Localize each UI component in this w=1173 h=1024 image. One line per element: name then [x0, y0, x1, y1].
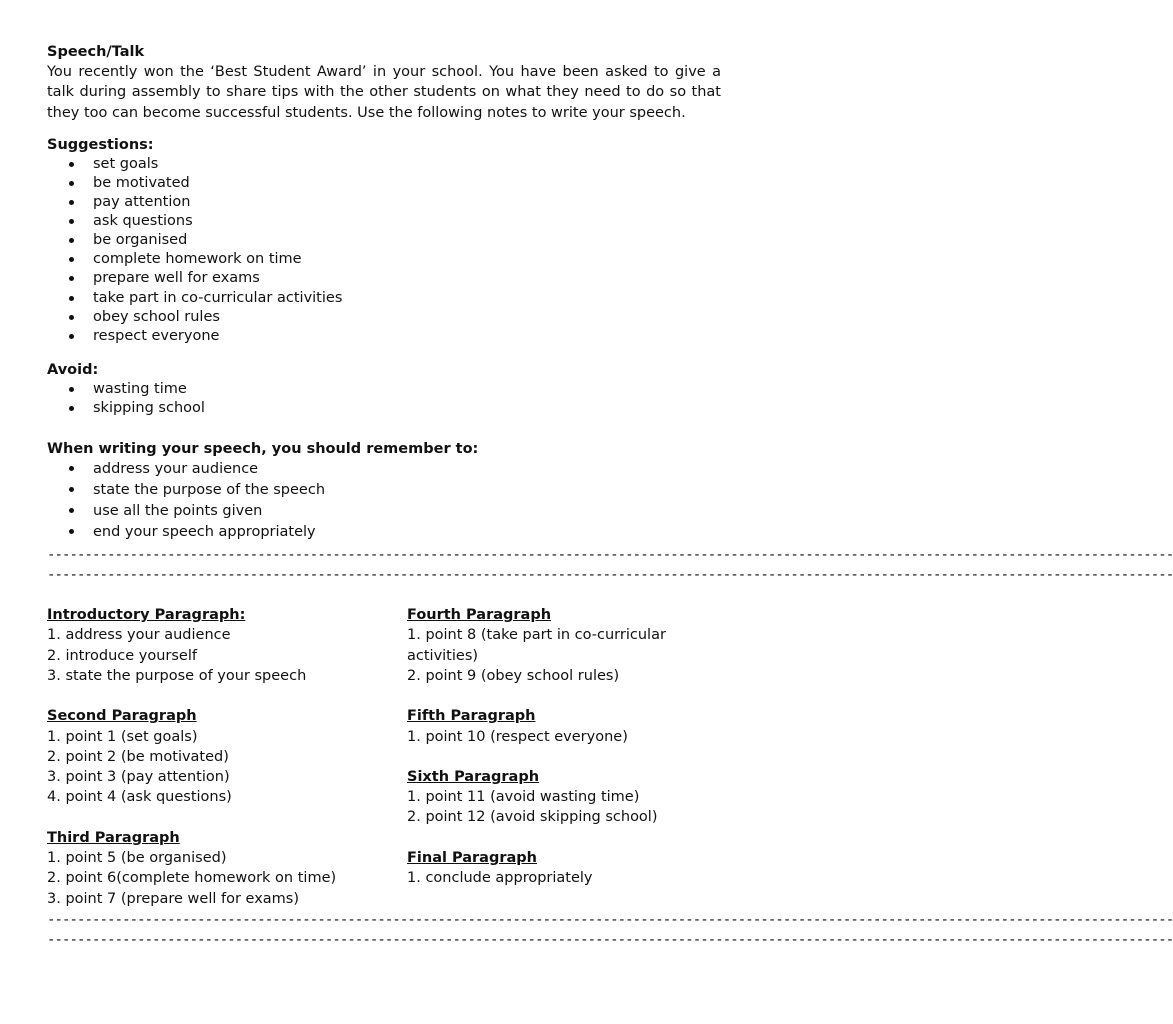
list-item: use all the points given	[67, 501, 721, 522]
bullet-icon	[69, 466, 74, 471]
dashed-divider: ------------------------------------------------------------------------------------------------------------------------------------------------------	[47, 931, 1173, 948]
paragraph-line: 2. point 12 (avoid skipping school)	[407, 809, 658, 826]
bullet-icon	[69, 200, 74, 205]
paragraph-block	[47, 828, 407, 909]
paragraph-line: 2. point 6(complete homework on time)	[47, 870, 337, 887]
paragraph-block	[407, 605, 721, 686]
paragraph-title: Introductory Paragraph:	[47, 607, 246, 624]
bullet-icon	[69, 162, 74, 167]
document-title: Speech/Talk	[47, 44, 145, 60]
paragraph-title: Second Paragraph	[47, 708, 197, 725]
bullet-icon	[69, 257, 74, 262]
list-item: end your speech appropriately	[67, 522, 721, 543]
paragraph-block	[47, 605, 407, 686]
paragraph-line: 3. state the purpose of your speech	[47, 667, 307, 684]
paragraph-line: 1. point 8 (take part in co-curricular	[407, 627, 666, 644]
bullet-icon	[69, 508, 74, 513]
paragraph-plan-left-column	[47, 605, 407, 909]
paragraph-block	[407, 848, 721, 889]
bullet-icon	[69, 387, 74, 392]
paragraph-line: activities)	[407, 647, 479, 664]
paragraph-block	[47, 706, 407, 807]
bullet-icon	[69, 181, 74, 186]
paragraph-title: Fifth Paragraph	[407, 708, 536, 725]
bullet-icon	[69, 529, 74, 534]
list-item: wasting time	[67, 380, 721, 399]
paragraph-line: 3. point 7 (prepare well for exams)	[47, 890, 300, 907]
paragraph-line: 2. point 2 (be motivated)	[47, 748, 229, 765]
list-item: take part in co-curricular activities	[67, 289, 721, 308]
bullet-icon	[69, 238, 74, 243]
bullet-icon	[69, 296, 74, 301]
bullet-icon	[69, 334, 74, 339]
list-item: address your audience	[67, 459, 721, 480]
paragraph-line: 1. point 11 (avoid wasting time)	[407, 789, 640, 806]
paragraph-title: Final Paragraph	[407, 849, 537, 866]
bullet-icon	[69, 406, 74, 411]
list-item: state the purpose of the speech	[67, 480, 721, 501]
paragraph-line: 1. point 10 (respect everyone)	[407, 728, 628, 745]
dashed-divider: ------------------------------------------------------------------------------------------------------------------------------------------------------	[47, 911, 1173, 928]
paragraph-line: 1. point 5 (be organised)	[47, 849, 227, 866]
list-item: ask questions	[67, 212, 721, 231]
paragraph-line: 1. address your audience	[47, 627, 231, 644]
paragraph-title: Third Paragraph	[47, 829, 180, 846]
paragraph-line: 1. point 1 (set goals)	[47, 728, 198, 745]
list-item: prepare well for exams	[67, 269, 721, 288]
suggestions-list	[47, 155, 721, 346]
task-description: You recently won the ‘Best Student Award’ in your school. You have been asked to give a talk during assembly to share tips with the other students on what they need to do so that they too can become successful students. Use the following notes to write your speech.	[47, 64, 721, 121]
avoid-heading: Avoid:	[47, 361, 99, 378]
paragraph-block	[407, 706, 721, 747]
bullet-icon	[69, 487, 74, 492]
list-item: obey school rules	[67, 308, 721, 327]
paragraph-line: 1. conclude appropriately	[407, 869, 593, 886]
paragraph-line: 4. point 4 (ask questions)	[47, 789, 232, 806]
remember-list	[47, 459, 721, 543]
paragraph-line: 3. point 3 (pay attention)	[47, 769, 230, 786]
list-item: pay attention	[67, 193, 721, 212]
paragraph-line: 2. point 9 (obey school rules)	[407, 667, 620, 684]
list-item: be motivated	[67, 174, 721, 193]
list-item: set goals	[67, 155, 721, 174]
paragraph-plan-right-column	[407, 605, 721, 909]
bullet-icon	[69, 315, 74, 320]
paragraph-title: Sixth Paragraph	[407, 768, 540, 785]
suggestions-heading: Suggestions:	[47, 136, 154, 153]
paragraph-block	[407, 767, 721, 828]
bullet-icon	[69, 276, 74, 281]
bullet-icon	[69, 219, 74, 224]
list-item: be organised	[67, 231, 721, 250]
paragraph-plan	[47, 605, 721, 909]
avoid-list	[47, 380, 721, 418]
document-page	[47, 42, 1173, 950]
paragraph-line: 2. introduce yourself	[47, 647, 197, 664]
list-item: complete homework on time	[67, 250, 721, 269]
list-item: skipping school	[67, 399, 721, 418]
paragraph-title: Fourth Paragraph	[407, 607, 552, 624]
remember-heading: When writing your speech, you should remember to:	[47, 441, 479, 458]
dashed-divider: ------------------------------------------------------------------------------------------------------------------------------------------------------	[47, 567, 1173, 584]
dashed-divider: ------------------------------------------------------------------------------------------------------------------------------------------------------	[47, 547, 1173, 564]
list-item: respect everyone	[67, 327, 721, 346]
